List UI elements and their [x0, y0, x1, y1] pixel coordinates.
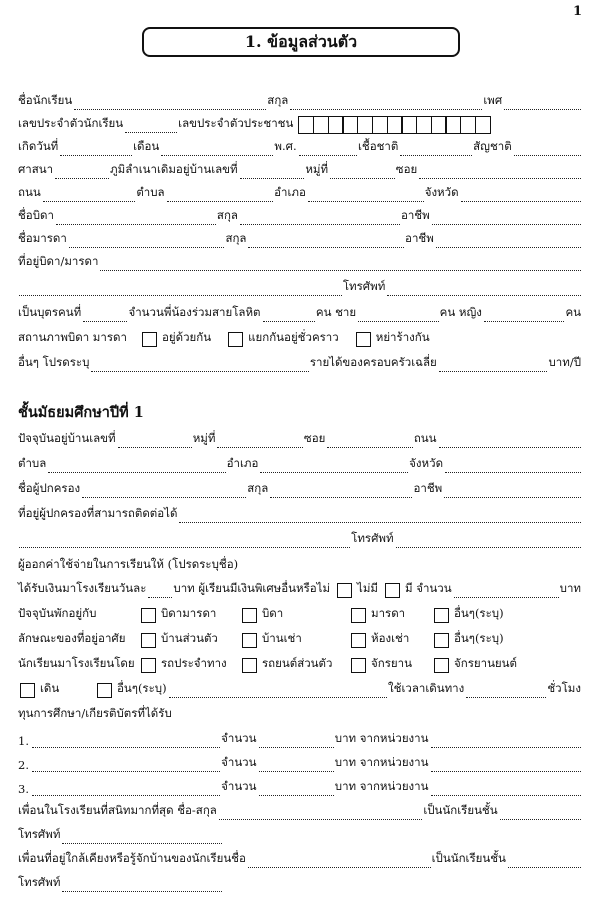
special-yes-label: มี จำนวน — [404, 581, 452, 595]
residence-label: ลักษณะของที่อยู่อาศัย — [18, 631, 126, 645]
m1-current-address-row — [18, 428, 582, 448]
mother-row — [18, 228, 582, 248]
parents-address-field-2[interactable] — [19, 283, 342, 296]
residence-other-checkbox[interactable] — [434, 633, 449, 648]
id-row — [18, 113, 582, 133]
scholarship-label: ทุนการศึกษา/เกียรติบัตรที่ได้รับ — [18, 706, 172, 720]
m1-district-field[interactable] — [260, 460, 408, 473]
special-yes-checkbox[interactable] — [385, 583, 400, 598]
m1-province-field[interactable] — [445, 460, 581, 473]
commute-walk-checkbox[interactable] — [20, 683, 35, 698]
surname-field[interactable] — [290, 97, 482, 110]
living-parents-label: บิดามารดา — [161, 606, 217, 620]
m1-moo-label: หมู่ที่ — [192, 431, 216, 445]
baht-per-year-label: บาท/ปี — [548, 355, 581, 369]
status-separated-label: แยกกันอยู่ชั่วคราว — [248, 330, 339, 344]
commute-bicycle-label: จักรยาน — [371, 656, 412, 670]
scholarship-agency-label: บาท จากหน่วยงาน — [334, 755, 429, 769]
female-count-field[interactable] — [484, 309, 565, 322]
scholarship-agency-field[interactable] — [431, 783, 582, 796]
student-id-field[interactable] — [125, 120, 177, 133]
commute-bus-checkbox[interactable] — [141, 658, 156, 673]
scholarship-row — [18, 752, 582, 772]
nationality-label: สัญชาติ — [473, 139, 512, 153]
commute-bus-label: รถประจำทาง — [161, 656, 227, 670]
best-friend-grade-field[interactable] — [500, 807, 581, 820]
parents-phone-label: โทรศัพท์ — [342, 279, 386, 293]
status-together-checkbox[interactable] — [142, 332, 157, 347]
scholarship-agency-label: บาท จากหน่วยงาน — [334, 731, 429, 745]
commute-walk-label: เดิน — [40, 681, 60, 695]
residence-rent-room-label: ห้องเช่า — [371, 631, 410, 645]
page-title: 1. ข้อมูลส่วนตัว — [142, 27, 460, 57]
sex-label: เพศ — [483, 93, 503, 107]
guardian-name-label: ชื่อผู้ปกครอง — [18, 481, 81, 495]
m1-soi-field[interactable] — [327, 435, 412, 448]
parents-status-row — [18, 327, 582, 347]
scholarship-amount-label: จำนวน — [221, 755, 257, 769]
scholarship-heading-row — [18, 703, 582, 723]
living-mother-checkbox[interactable] — [351, 608, 366, 623]
religion-row — [18, 159, 582, 179]
moo-label: หมู่ที่ — [305, 162, 329, 176]
scholarship-row — [18, 776, 582, 796]
siblings-row — [18, 302, 582, 322]
guardian-address-field-2[interactable] — [19, 535, 350, 548]
living-father-checkbox[interactable] — [242, 608, 257, 623]
neighbor-friend-label: เพื่อนที่อยู่ใกล้เคียงหรือรู้จักบ้านของนักเรียนชื่อ — [18, 851, 246, 865]
parents-phone-row — [18, 276, 582, 296]
living-with-row — [18, 603, 582, 623]
income-row — [18, 352, 582, 372]
birth-row — [18, 136, 582, 156]
status-together-label: อยู่ด้วยกัน — [161, 330, 212, 344]
scholarship-row-number: 1. — [18, 734, 29, 748]
surname-label: สกุล — [267, 93, 289, 107]
payer-row — [18, 554, 582, 574]
scholarship-name-field[interactable] — [32, 783, 220, 796]
m1-district-row — [18, 453, 582, 473]
m1-road-label: ถนน — [413, 431, 437, 445]
student-id-label: เลขประจำตัวนักเรียน — [18, 116, 124, 130]
residence-own-label: บ้านส่วนตัว — [161, 631, 218, 645]
commute-motorcycle-label: จักรยานยนต์ — [454, 656, 518, 670]
student-name-label: ชื่อนักเรียน — [18, 93, 73, 107]
m1-province-label: จังหวัด — [409, 456, 444, 470]
living-father-label: บิดา — [262, 606, 284, 620]
page-number: 1 — [572, 4, 582, 19]
address-row — [18, 182, 582, 202]
guardian-row — [18, 478, 582, 498]
best-friend-phone-label: โทรศัพท์ — [18, 827, 61, 841]
family-income-label: รายได้ของครอบครัวเฉลี่ย — [309, 355, 437, 369]
hours-label: ชั่วโมง — [547, 681, 581, 695]
scholarship-agency-field[interactable] — [431, 735, 582, 748]
guardian-address-row — [18, 503, 582, 523]
special-baht-label: บาท — [559, 581, 581, 595]
best-friend-field[interactable] — [219, 807, 422, 820]
father-occupation-field[interactable] — [432, 212, 581, 225]
born-label: เกิดวันที่ — [18, 139, 59, 153]
special-money-label: บาท ผู้เรียนมีเงินพิเศษอื่นหรือไม่ — [173, 581, 331, 595]
parents-address-row — [18, 251, 582, 271]
m1-moo-field[interactable] — [217, 435, 302, 448]
residence-rent-house-label: บ้านเช่า — [262, 631, 302, 645]
travel-time-field[interactable] — [466, 685, 546, 698]
scholarship-amount-field[interactable] — [259, 735, 334, 748]
soi-label: ซอย — [395, 162, 418, 176]
father-name-field[interactable] — [56, 212, 216, 225]
neighbor-friend-row — [18, 848, 582, 868]
parents-status-label: สถานภาพบิดา มารดา — [18, 330, 127, 344]
scholarship-name-field[interactable] — [32, 759, 220, 772]
best-friend-label: เพื่อนในโรงเรียนที่สนิทมากที่สุด ชื่อ-สกุล — [18, 803, 217, 817]
commute-motorcycle-checkbox[interactable] — [434, 658, 449, 673]
district-field[interactable] — [308, 189, 424, 202]
child-number-label: เป็นบุตรคนที่ — [18, 305, 82, 319]
father-row — [18, 205, 582, 225]
neighbor-friend-grade-field[interactable] — [508, 855, 581, 868]
daily-money-field[interactable] — [148, 585, 172, 598]
father-name-label: ชื่อบิดา — [18, 208, 54, 222]
walk-row — [18, 678, 582, 698]
residence-rent-house-checkbox[interactable] — [242, 633, 257, 648]
female-label: คน หญิง — [439, 305, 482, 319]
daily-money-label: ได้รับเงินมาโรงเรียนวันละ — [18, 581, 147, 595]
m1-road-field[interactable] — [439, 435, 581, 448]
mother-surname-label: สกุล — [225, 231, 247, 245]
guardian-name-field[interactable] — [82, 485, 246, 498]
commute-car-checkbox[interactable] — [242, 658, 257, 673]
scholarship-amount-field[interactable] — [259, 759, 334, 772]
living-mother-label: มารดา — [371, 606, 406, 620]
guardian-surname-field[interactable] — [270, 485, 412, 498]
sex-field[interactable] — [504, 97, 581, 110]
mother-surname-field[interactable] — [248, 235, 404, 248]
student-name-field[interactable] — [74, 97, 266, 110]
living-parents-checkbox[interactable] — [141, 608, 156, 623]
commute-car-label: รถยนต์ส่วนตัว — [262, 656, 333, 670]
current-house-field[interactable] — [118, 435, 192, 448]
travel-time-label: ใช้เวลาเดินทาง — [388, 681, 465, 695]
special-amount-field[interactable] — [454, 585, 559, 598]
m1-soi-label: ซอย — [303, 431, 326, 445]
other-specify-label: อื่นๆ โปรดระบุ — [18, 355, 90, 369]
neighbor-friend-field[interactable] — [248, 855, 431, 868]
ethnicity-field[interactable] — [400, 143, 472, 156]
guardian-phone-field[interactable] — [396, 535, 581, 548]
nationality-field[interactable] — [514, 143, 581, 156]
province-label: จังหวัด — [424, 185, 459, 199]
soi-field[interactable] — [419, 166, 581, 179]
hometown-house-field[interactable] — [240, 166, 305, 179]
neighbor-friend-grade-label: เป็นนักเรียนชั้น — [431, 851, 506, 865]
guardian-occupation-field[interactable] — [444, 485, 581, 498]
year-label: พ.ศ. — [274, 139, 297, 153]
subdistrict-field[interactable] — [167, 189, 274, 202]
guardian-address-label: ที่อยู่ผู้ปกครองที่สามารถติดต่อได้ — [18, 506, 178, 520]
district-label: อำเภอ — [274, 185, 306, 199]
guardian-surname-label: สกุล — [247, 481, 269, 495]
commute-other-field[interactable] — [169, 685, 387, 698]
scholarship-row-number: 3. — [18, 782, 29, 796]
parents-address-field[interactable] — [100, 258, 581, 271]
living-other-label: อื่นๆ(ระบุ) — [454, 606, 504, 620]
special-no-label: ไม่มี — [357, 581, 378, 595]
guardian-phone-label: โทรศัพท์ — [351, 531, 394, 545]
religion-label: ศาสนา — [18, 162, 54, 176]
month-label: เดือน — [133, 139, 160, 153]
current-house-label: ปัจจุบันอยู่บ้านเลขที่ — [18, 431, 116, 445]
commute-bicycle-checkbox[interactable] — [351, 658, 366, 673]
status-divorced-checkbox[interactable] — [356, 332, 371, 347]
born-month-field[interactable] — [161, 143, 273, 156]
citizen-id-label: เลขประจำตัวประชาชน — [178, 116, 294, 130]
guardian-occupation-label: อาชีพ — [413, 481, 443, 495]
status-separated-checkbox[interactable] — [228, 332, 243, 347]
father-surname-label: สกุล — [216, 208, 238, 222]
section-heading-m1: ชั้นมัธยมศึกษาปีที่ 1 — [18, 404, 144, 421]
residence-own-checkbox[interactable] — [141, 633, 156, 648]
religion-field[interactable] — [55, 166, 109, 179]
residence-row — [18, 628, 582, 648]
mother-occupation-field[interactable] — [436, 235, 581, 248]
payer-label: ผู้ออกค่าใช้จ่ายในการเรียนให้ (โปรดระบุชื่อ) — [18, 557, 239, 571]
guardian-phone-row — [18, 528, 582, 548]
male-label: คน ชาย — [315, 305, 357, 319]
person-label: คน — [565, 305, 582, 319]
commute-row — [18, 653, 582, 673]
special-no-checkbox[interactable] — [337, 583, 352, 598]
scholarship-agency-label: บาท จากหน่วยงาน — [334, 779, 429, 793]
male-count-field[interactable] — [358, 309, 439, 322]
neighbor-friend-phone-label: โทรศัพท์ — [18, 875, 61, 889]
best-friend-grade-label: เป็นนักเรียนชั้น — [423, 803, 498, 817]
best-friend-row — [18, 800, 582, 820]
guardian-address-field[interactable] — [179, 510, 581, 523]
neighbor-friend-phone-row — [18, 872, 582, 892]
status-divorced-label: หย่าร้างกัน — [375, 330, 430, 344]
subdistrict-label: ตำบล — [136, 185, 165, 199]
daily-money-row — [18, 578, 582, 598]
family-income-field[interactable] — [439, 359, 548, 372]
m1-subdistrict-field[interactable] — [48, 460, 225, 473]
living-with-label: ปัจจุบันพักอยู่กับ — [18, 606, 97, 620]
road-label: ถนน — [18, 185, 41, 199]
father-occupation-label: อาชีพ — [400, 208, 430, 222]
scholarship-amount-label: จำนวน — [221, 731, 257, 745]
scholarship-name-field[interactable] — [32, 735, 220, 748]
scholarship-agency-field[interactable] — [431, 759, 582, 772]
mother-occupation-label: อาชีพ — [405, 231, 434, 245]
student-name-row — [18, 90, 582, 110]
m1-subdistrict-label: ตำบล — [18, 456, 47, 470]
neighbor-friend-phone-field[interactable] — [62, 879, 222, 892]
siblings-label: จำนวนพี่น้องร่วมสายโลหิต — [128, 305, 261, 319]
scholarship-row-number: 2. — [18, 758, 29, 772]
mother-name-label: ชื่อมารดา — [18, 231, 67, 245]
other-specify-field[interactable] — [91, 359, 308, 372]
scholarship-row — [18, 728, 582, 748]
road-field[interactable] — [43, 189, 136, 202]
parents-phone-field[interactable] — [387, 283, 581, 296]
scholarship-amount-field[interactable] — [259, 783, 334, 796]
best-friend-phone-row — [18, 824, 582, 844]
parents-address-label: ที่อยู่บิดา/มารดา — [18, 254, 99, 268]
residence-other-label: อื่นๆ(ระบุ) — [454, 631, 504, 645]
residence-rent-room-checkbox[interactable] — [351, 633, 366, 648]
mother-name-field[interactable] — [69, 235, 225, 248]
commute-label: นักเรียนมาโรงเรียนโดย — [18, 656, 135, 670]
father-surname-field[interactable] — [240, 212, 400, 225]
commute-other-checkbox[interactable] — [97, 683, 112, 698]
ethnicity-label: เชื้อชาติ — [357, 139, 399, 153]
living-other-checkbox[interactable] — [434, 608, 449, 623]
best-friend-phone-field[interactable] — [62, 831, 222, 844]
citizen-id-boxes[interactable] — [298, 116, 490, 134]
m1-district-label: อำเภอ — [226, 456, 259, 470]
province-field[interactable] — [461, 189, 581, 202]
commute-other-label: อื่นๆ(ระบุ) — [117, 681, 167, 695]
scholarship-amount-label: จำนวน — [221, 779, 257, 793]
born-day-field[interactable] — [60, 143, 132, 156]
hometown-label: ภูมิลำเนาเดิมอยู่บ้านเลขที่ — [110, 162, 238, 176]
moo-field[interactable] — [330, 166, 395, 179]
siblings-field[interactable] — [263, 309, 315, 322]
born-year-field[interactable] — [299, 143, 357, 156]
child-number-field[interactable] — [83, 309, 127, 322]
